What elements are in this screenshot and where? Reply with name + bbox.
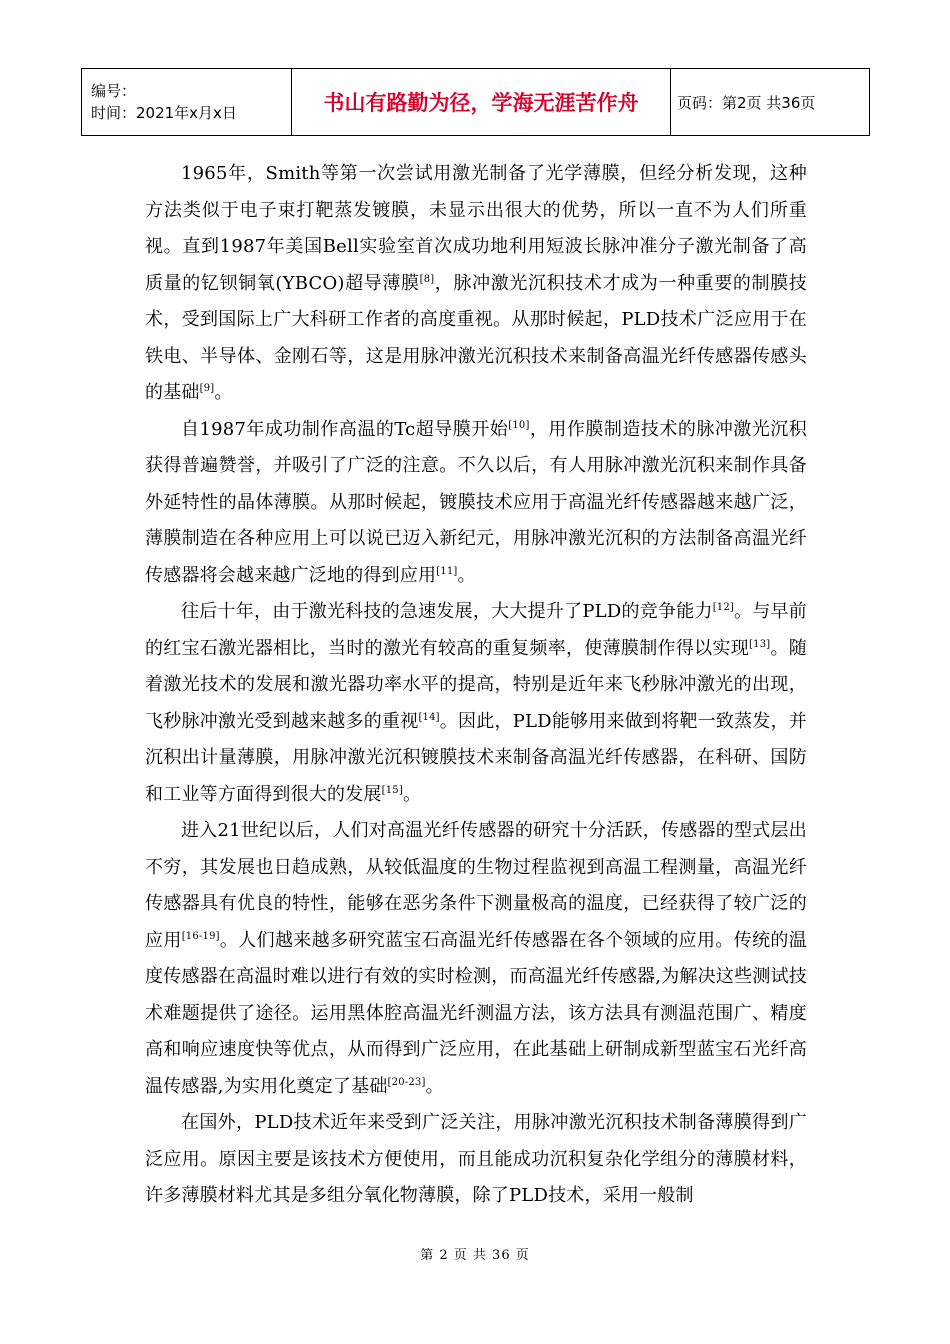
document-body	[145, 156, 807, 1215]
paragraph-text: 。	[457, 564, 476, 586]
citation-reference: [8]	[419, 273, 435, 285]
header-meta-cell	[82, 69, 292, 136]
header-motto: 书山有路勤为径，学海无涯苦作舟	[292, 69, 671, 136]
paragraph-text: 。因此，PLD能够用来做到将靶一致蒸发，并沉积出计量薄膜，用脉冲激光沉积镀膜技术来制备高温光纤传感器，在科研、国防和工业等方面得到很大的发展	[145, 710, 808, 805]
document-number-label: 编号：	[91, 82, 137, 100]
citation-reference: [13]	[749, 638, 771, 650]
body-paragraph	[145, 1105, 807, 1215]
paragraph-text: 。随着激光技术的发展和激光器功率水平的提高，特别是近年来飞秒脉冲激光的出现，飞秒脉冲激光受到越来越多的重视	[145, 637, 807, 732]
citation-reference: [15]	[381, 784, 403, 796]
body-paragraph	[145, 156, 807, 412]
header-page-code: 页码：第2页 共36页	[671, 69, 870, 136]
body-paragraph	[145, 412, 807, 595]
body-paragraph	[145, 594, 807, 813]
page-footer: 第 2 页 共 36 页	[420, 1248, 530, 1263]
citation-reference: [14]	[418, 711, 440, 723]
citation-reference: [9]	[199, 383, 215, 394]
citation-reference: [10]	[508, 419, 530, 431]
document-header	[81, 68, 870, 136]
paragraph-text: 进入21世纪以后，人们对高温光纤传感器的研究十分活跃，传感器的型式层出不穷，其发展也日趋成熟，从较低温度的生物过程监视到高温工程测量，高温光纤传感器具有优良的特性，能够在恶劣条件下测量极高的温度，已经获得了较广泛的应用	[145, 820, 807, 951]
paragraph-text: ，用作膜制造技术的脉冲激光沉积获得普遍赞誉，并吸引了广泛的注意。不久以后，有人用脉冲激光沉积来制作具备外延特性的晶体薄膜。从那时候起，镀膜技术应用于高温光纤传感器越来越广泛，薄膜制造在各种应用上可以说已迈入新纪元，用脉冲激光沉积的方法制备高温光纤传感器将会越来越广泛地的得到应用	[145, 418, 807, 586]
paragraph-text: 。	[214, 382, 233, 403]
body-paragraph	[145, 813, 807, 1105]
paragraph-text: 。与早前的红宝石激光器相比，当时的激光有较高的重复频率，使薄膜制作得以实现	[145, 601, 807, 659]
citation-reference: [16-19]	[181, 930, 220, 942]
paragraph-text: 自1987年成功制作高温的Tc超导膜开始	[181, 418, 509, 440]
paragraph-text: 在国外，PLD技术近年来受到广泛关注，用脉冲激光沉积技术制备薄膜得到广泛应用。原因主要是该技术方便使用，而且能成功沉积复杂化学组分的薄膜材料，许多薄膜材料尤其是多组分氧化物薄膜，除了PLD技术，采用一般制	[145, 1112, 807, 1206]
citation-reference: [12]	[712, 602, 735, 613]
paragraph-text: 。	[402, 783, 422, 805]
paragraph-text: 往后十年，由于激光科技的急速发展，大大提升了PLD的竞争能力	[181, 601, 713, 622]
paragraph-text: 。人们越来越多研究蓝宝石高温光纤传感器在各个领域的应用。传统的温度传感器在高温时难以进行有效的实时检测，而高温光纤传感器,为解决这些测试技术难题提供了途径。运用黑体腔高温光纤测温方法，该方法具有测温范围广、精度高和响应速度快等优点，从而得到广泛应用，在此基础上研制成新型蓝宝石光纤高温传感器,为实用化奠定了基础	[145, 929, 807, 1097]
citation-reference: [11]	[436, 565, 458, 577]
paragraph-text: 1965年，Smith等第一次尝试用激光制备了光学薄膜，但经分析发现，这种方法类似于电子束打靶蒸发镀膜，未显示出很大的优势，所以一直不为人们所重视。直到1987年美国Bell实验室首次成功地利用短波长脉冲准分子激光制备了高质量的钇钡铜氧(YBCO)超导薄膜	[145, 163, 807, 294]
paragraph-text: 。	[425, 1075, 444, 1097]
paragraph-text: ，脉冲激光沉积技术才成为一种重要的制膜技术，受到国际上广大科研工作者的高度重视。从那时候起，PLD技术广泛应用于在铁电、半导体、金刚石等，这是用脉冲激光沉积技术来制备高温光纤传感器传感头的基础	[145, 272, 808, 403]
citation-reference: [20-23]	[387, 1076, 426, 1088]
document-time-label: 时间：2021年x月x日	[91, 104, 237, 122]
